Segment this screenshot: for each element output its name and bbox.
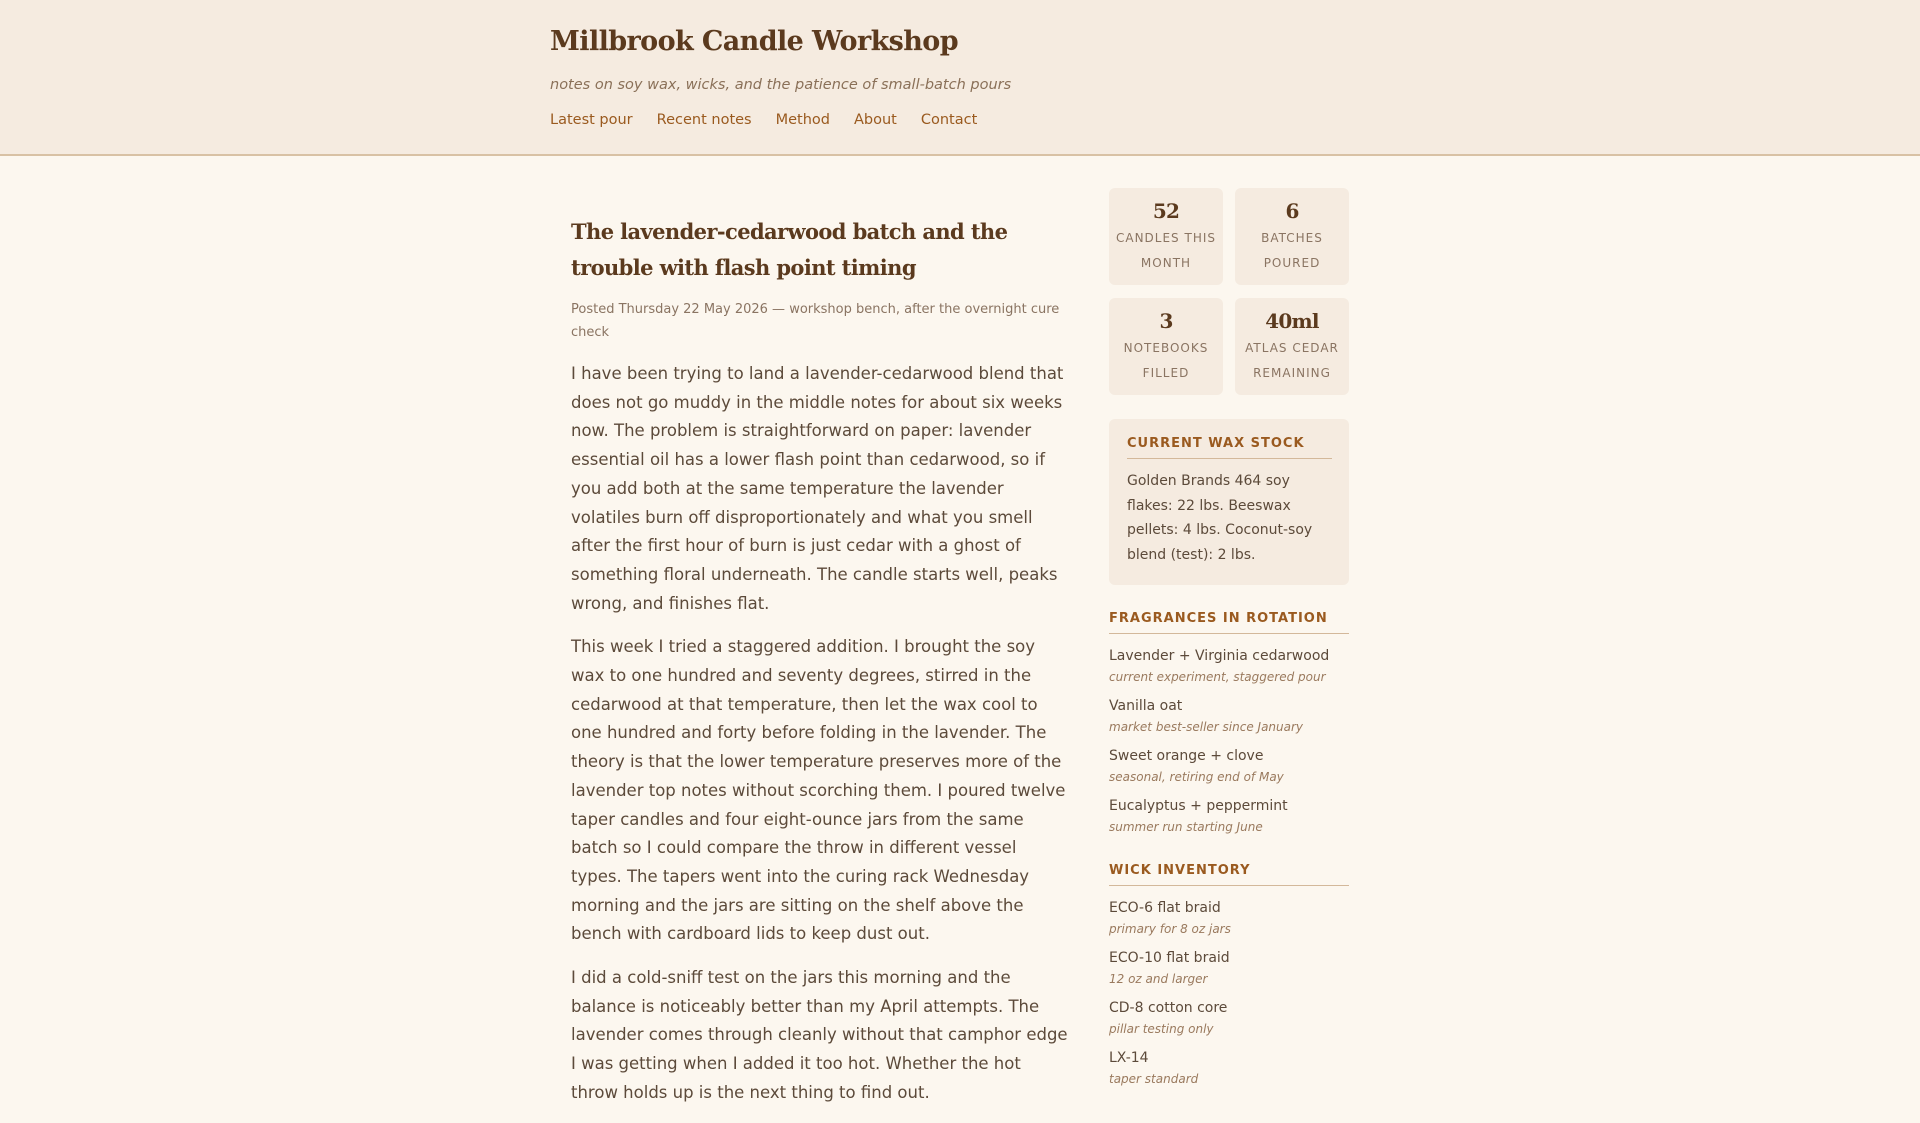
list-item (1109, 644, 1349, 687)
nav-latest-pour[interactable]: Latest pour (550, 112, 633, 128)
nav-recent-notes[interactable]: Recent notes (656, 112, 752, 128)
wax-stock-text: Golden Brands 464 soy flakes: 22 lbs. Beeswax pellets: 4 lbs. Coconut-soy blend (test): 2 lbs. (1127, 473, 1313, 563)
wick-inventory-heading: WICK INVENTORY (1109, 863, 1349, 886)
wick-name: ECO-6 flat braid (1109, 900, 1221, 916)
stat-value: 6 (1285, 199, 1299, 223)
post-paragraph: I did a cold-sniff test on the jars this morning and the balance is noticeably better than my April attempts. The lavender comes through cleanly without that camphor edge I was getting when I added it too hot. Whether the hot throw holds up is the next thing to find out. (571, 968, 1068, 1102)
blog-post (571, 214, 1071, 1123)
fragrance-name: Eucalyptus + peppermint (1109, 798, 1288, 814)
stat-notebooks-filled (1109, 298, 1223, 395)
site-header (0, 0, 1920, 156)
fragrance-list (1109, 644, 1349, 837)
main-nav (550, 112, 977, 128)
wick-name: ECO-10 flat braid (1109, 950, 1230, 966)
wick-note: primary for 8 oz jars (1109, 922, 1231, 936)
stat-label: NOTEBOOKS FILLED (1123, 341, 1209, 380)
wick-list (1109, 896, 1349, 1089)
fragrance-note: current experiment, staggered pour (1109, 670, 1326, 684)
wax-stock-heading: CURRENT WAX STOCK (1127, 436, 1332, 459)
post-paragraph: I have been trying to land a lavender-cedarwood blend that does not go muddy in the middle notes for about six weeks now. The problem is straightforward on paper: lavender essential oil has a lower flash point than cedarwood, so if you add both at the same temperature the lavender volatiles burn off disproportionately and what you smell after the first hour of burn is just cedar with a ghost of something floral underneath. The candle starts well, peaks wrong, and finishes flat. (571, 364, 1064, 613)
stat-label: ATLAS CEDAR REMAINING (1245, 341, 1339, 380)
list-item (1109, 694, 1349, 737)
fragrance-name: Sweet orange + clove (1109, 748, 1264, 764)
stat-label: BATCHES POURED (1261, 231, 1323, 270)
stat-atlas-cedar-remaining (1235, 298, 1349, 395)
site-title[interactable]: Millbrook Candle Workshop (550, 26, 958, 57)
stat-value: 40ml (1265, 309, 1319, 333)
post-meta: Posted Thursday 22 May 2026 — workshop bench, after the overnight cure check (571, 302, 1060, 340)
wax-stock-box (1109, 419, 1349, 585)
fragrance-note: summer run starting June (1109, 820, 1263, 834)
stats-grid (1109, 188, 1349, 395)
nav-method[interactable]: Method (775, 112, 830, 128)
fragrance-note: seasonal, retiring end of May (1109, 770, 1284, 784)
list-item (1109, 794, 1349, 837)
sidebar (1109, 188, 1349, 1096)
list-item (1109, 896, 1349, 939)
list-item (1109, 744, 1349, 787)
list-item (1109, 996, 1349, 1039)
post-body (571, 360, 1071, 1108)
post-title: The lavender-cedarwood batch and the trouble with flash point timing (571, 219, 1008, 280)
fragrances-heading: FRAGRANCES IN ROTATION (1109, 611, 1349, 634)
list-item (1109, 1046, 1349, 1089)
fragrance-name: Lavender + Virginia cedarwood (1109, 648, 1330, 664)
post-paragraph: This week I tried a staggered addition. I brought the soy wax to one hundred and seventy degrees, stirred in the cedarwood at that temperature, then let the wax cool to one hundred and forty before folding in the lavender. The theory is that the lower temperature preserves more of the lavender top notes without scorching them. I poured twelve taper candles and four eight-ounce jars from the same batch so I could compare the throw in different vessel types. The tapers went into the curing rack Wednesday morning and the jars are sitting on the shelf above the bench with cardboard lids to keep dust out. (571, 637, 1066, 944)
fragrance-note: market best-seller since January (1109, 720, 1304, 734)
stat-label: CANDLES THIS MONTH (1115, 231, 1216, 270)
fragrances-section (1109, 611, 1349, 837)
wick-name: LX-14 (1109, 1050, 1149, 1066)
nav-contact[interactable]: Contact (920, 112, 978, 128)
stat-value: 3 (1159, 309, 1173, 333)
wick-note: pillar testing only (1109, 1022, 1214, 1036)
wick-note: taper standard (1109, 1072, 1199, 1086)
wick-note: 12 oz and larger (1109, 972, 1208, 986)
wick-name: CD-8 cotton core (1109, 1000, 1228, 1016)
stat-candles-this-month (1109, 188, 1223, 285)
stat-value: 52 (1152, 199, 1180, 223)
wick-inventory-section (1109, 863, 1349, 1089)
stat-batches-poured (1235, 188, 1349, 285)
nav-about[interactable]: About (854, 112, 897, 128)
list-item (1109, 946, 1349, 989)
fragrance-name: Vanilla oat (1109, 698, 1183, 714)
site-tagline: notes on soy wax, wicks, and the patience of small-batch pours (550, 77, 1012, 93)
